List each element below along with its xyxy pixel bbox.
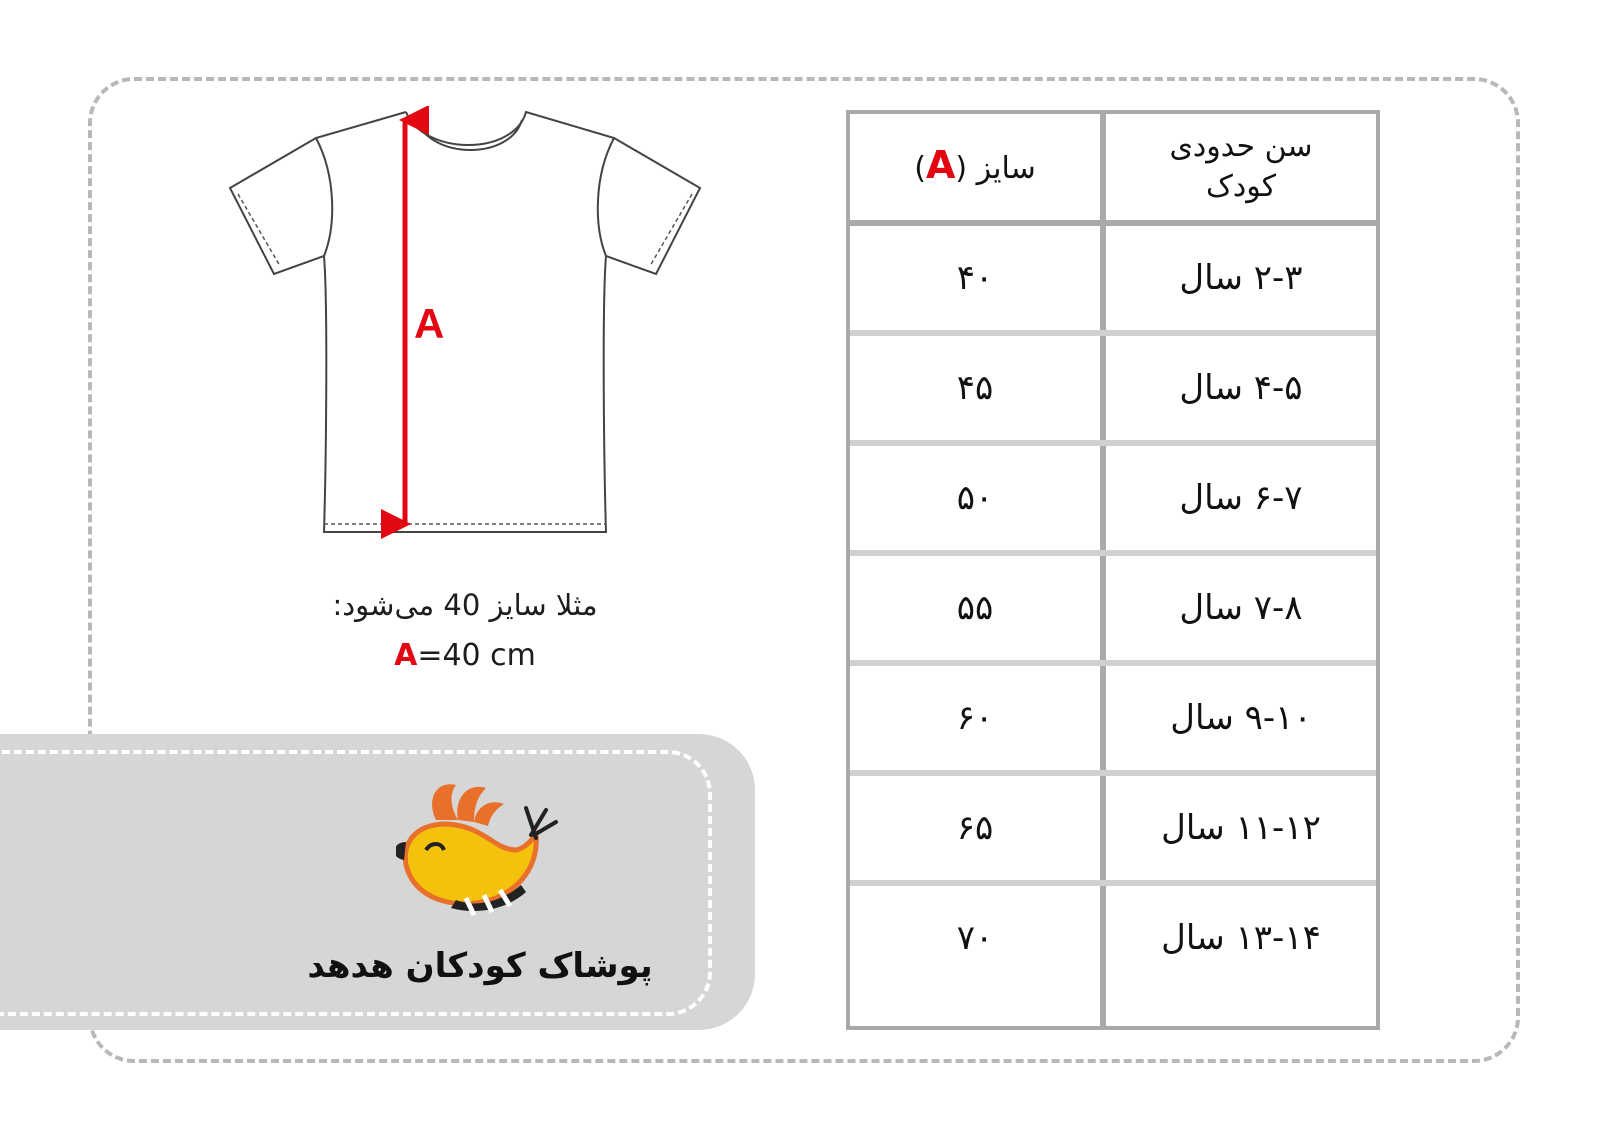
- size-cell: ۷۰: [956, 918, 994, 958]
- example-value: =40 cm: [417, 638, 536, 673]
- size-header-letter: A: [925, 143, 956, 187]
- example-text: مثلا سایز 40 می‌شود:: [332, 588, 598, 622]
- tshirt-diagram: [224, 106, 724, 556]
- example-measure: [300, 638, 630, 673]
- age-cell: ۷-۸ سال: [1179, 588, 1303, 628]
- table-header-row: [850, 114, 1376, 220]
- age-cell: ۱۳-۱۴ سال: [1161, 918, 1321, 958]
- size-header-suffix: ): [914, 151, 926, 186]
- table-row: [850, 556, 1376, 660]
- example-letter: A: [394, 638, 418, 673]
- table-row: [850, 776, 1376, 880]
- brand-name: پوشاک کودکان هدهد: [307, 946, 653, 986]
- size-cell: ۵۵: [956, 588, 994, 628]
- hoopoe-logo-icon: [396, 780, 566, 930]
- size-cell: ۴۵: [956, 368, 994, 408]
- table-row: [850, 446, 1376, 550]
- age-cell: ۱۱-۱۲ سال: [1161, 808, 1321, 848]
- size-cell: ۵۰: [956, 478, 994, 518]
- age-header-line2: کودک: [1206, 169, 1276, 204]
- size-header-label: سایز (: [955, 151, 1036, 186]
- age-cell: ۴-۵ سال: [1179, 368, 1303, 408]
- size-cell: ۶۰: [956, 698, 994, 738]
- age-cell: ۲-۳ سال: [1179, 258, 1303, 298]
- table-row: [850, 336, 1376, 440]
- size-cell: ۴۰: [956, 258, 994, 298]
- table-row: [850, 226, 1376, 330]
- age-column-header: [1106, 114, 1376, 220]
- tshirt-icon: [224, 106, 724, 556]
- size-column-header: [850, 114, 1100, 220]
- age-header-line1: سن حدودی: [1169, 129, 1313, 164]
- age-cell: ۹-۱۰ سال: [1170, 698, 1312, 738]
- table-row: [850, 666, 1376, 770]
- age-cell: ۶-۷ سال: [1179, 478, 1303, 518]
- size-cell: ۶۵: [956, 808, 994, 848]
- measure-label: A: [414, 300, 445, 347]
- table-row: [850, 886, 1376, 990]
